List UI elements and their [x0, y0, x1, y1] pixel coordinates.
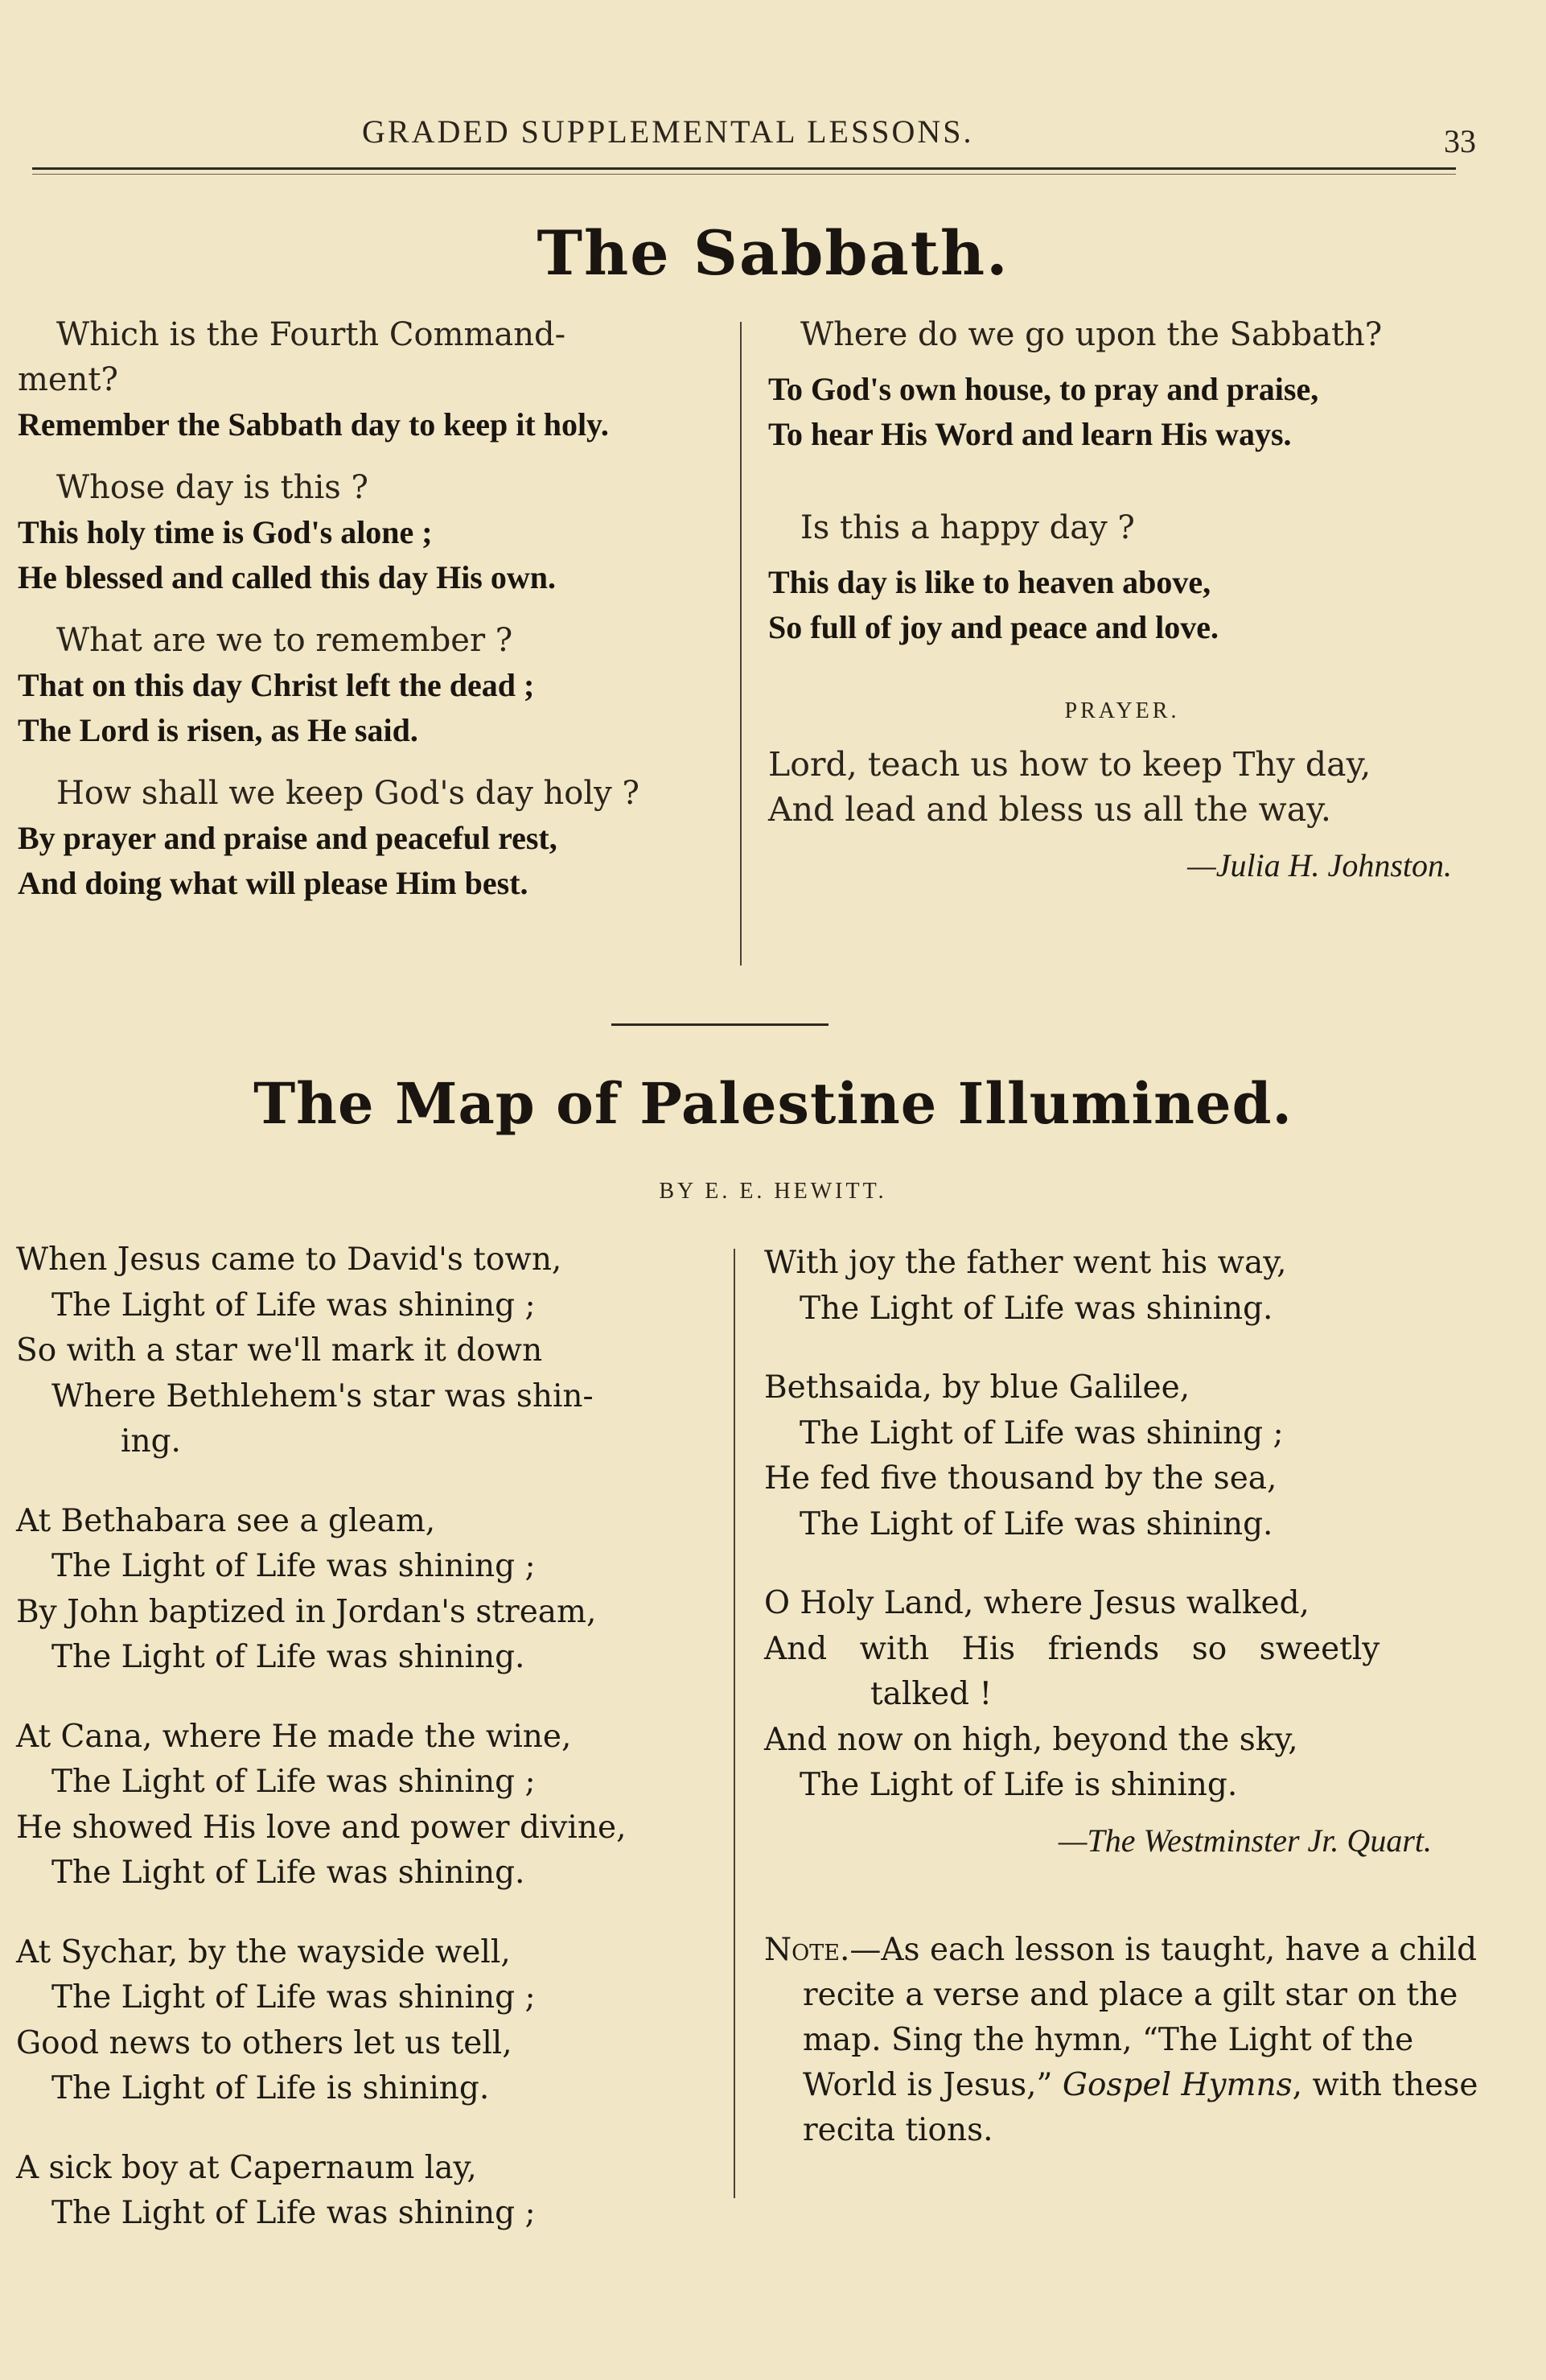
poem-line: Good news to others let us tell, — [16, 2024, 512, 2061]
poem-line: At Cana, where He made the wine, — [16, 1718, 572, 1755]
running-title: GRADED SUPPLEMENTAL LESSONS. — [362, 113, 974, 150]
prayer-line: Lord, teach us how to keep Thy day, — [768, 745, 1371, 784]
poem-line: The Light of Life was shining. — [800, 1505, 1273, 1542]
sabbath-right-column — [768, 312, 1476, 888]
poem-line: The Light of Life was shining ; — [51, 1764, 536, 1800]
question: What are we to remember ? — [56, 622, 513, 659]
column-divider — [740, 322, 742, 966]
byline: BY E. E. HEWITT. — [659, 1179, 887, 1204]
answer: He blessed and called this day His own. — [18, 559, 557, 595]
poem-line: ing. — [121, 1423, 181, 1460]
poem-line: The Light of Life was shining ; — [51, 1287, 536, 1324]
poem-line: Bethsaida, by blue Galilee, — [764, 1369, 1190, 1406]
answer: That on this day Christ left the dead ; — [18, 667, 535, 703]
sabbath-attribution: —Julia H. Johnston. — [1187, 847, 1452, 883]
map-title: The Map of Palestine Illumined. — [253, 1070, 1293, 1137]
question: Where do we go upon the Sabbath? — [800, 316, 1383, 353]
prayer-label: PRAYER. — [1064, 698, 1180, 723]
answer: So full of joy and peace and love. — [768, 609, 1219, 645]
poem-line: He fed five thousand by the sea, — [764, 1460, 1277, 1497]
poem-line: By John baptized in Jordan's stream, — [16, 1593, 597, 1630]
poem-line: O Holy Land, where Jesus walked, — [764, 1585, 1310, 1621]
answer: By prayer and praise and peaceful rest, — [18, 820, 557, 856]
question: How shall we keep God's day holy ? — [56, 775, 639, 812]
poem-left-column — [16, 1237, 724, 2237]
sabbath-left-column — [18, 312, 726, 906]
poem-line: The Light of Life was shining ; — [51, 1979, 536, 2016]
question-cont: ment? — [18, 361, 118, 398]
poem-line: The Light of Life was shining ; — [800, 1414, 1284, 1451]
poem-line: And now on high, beyond the sky, — [764, 1721, 1298, 1758]
prayer-line: And lead and bless us all the way. — [768, 790, 1331, 829]
poem-line: The Light of Life was shining. — [51, 1639, 525, 1675]
poem-right-column — [764, 1241, 1488, 2153]
poem-line: A sick boy at Capernaum lay, — [16, 2149, 477, 2186]
question: Whose day is this ? — [56, 469, 368, 506]
poem-line: At Bethabara see a gleam, — [16, 1502, 436, 1539]
header-rule-thin — [32, 174, 1456, 175]
map-attribution: —The Westminster Jr. Quart. — [1058, 1822, 1432, 1859]
answer: And doing what will please Him best. — [18, 865, 528, 901]
poem-line: With joy the father went his way, — [764, 1245, 1287, 1281]
answer: This holy time is God's alone ; — [18, 514, 433, 550]
poem-line: The Light of Life is shining. — [51, 2070, 490, 2106]
poem-line: When Jesus came to David's town, — [16, 1241, 562, 1278]
answer: The Lord is risen, as He said. — [18, 712, 418, 748]
poem-line: The Light of Life is shining. — [800, 1767, 1238, 1803]
poem-line: The Light of Life was shining. — [51, 1855, 525, 1891]
note-hymnal-title: Gospel Hymns — [1062, 2066, 1293, 2103]
poem-line: He showed His love and power divine, — [16, 1809, 627, 1846]
section-divider — [611, 1023, 829, 1026]
note-text: —As each lesson is taught, have a child recite a verse and place a gilt star on the map. Sing the hymn, “The Light of the World is Jesus,” — [803, 1931, 1478, 2103]
page-number: 33 — [1444, 123, 1476, 159]
poem-line: The Light of Life was shining. — [800, 1290, 1273, 1327]
poem-line: talked ! — [870, 1676, 993, 1712]
question: Which is the Fourth Command- — [56, 316, 566, 353]
question: Is this a happy day ? — [800, 509, 1135, 546]
poem-line: Where Bethlehem's star was shin- — [51, 1377, 594, 1414]
poem-line: The Light of Life was shining ; — [51, 2195, 536, 2231]
answer: This day is like to heaven above, — [768, 564, 1211, 600]
poem-line: So with a star we'll mark it down — [16, 1332, 543, 1369]
header-rule — [32, 167, 1456, 170]
poem-line: At Sychar, by the wayside well, — [16, 1933, 511, 1970]
note-text-end: , with these recita tions. — [803, 2066, 1478, 2148]
answer: To God's own house, to pray and praise, — [768, 371, 1319, 407]
poem-line: And with His friends so sweetly — [764, 1630, 1380, 1667]
column-divider — [734, 1249, 735, 2198]
answer: Remember the Sabbath day to keep it holy. — [18, 406, 609, 443]
running-head — [0, 113, 1546, 161]
note-paragraph — [764, 1928, 1478, 2153]
sabbath-title: The Sabbath. — [537, 217, 1009, 289]
poem-line: The Light of Life was shining ; — [51, 1548, 536, 1584]
note-head: Note. — [764, 1931, 850, 1968]
answer: To hear His Word and learn His ways. — [768, 416, 1292, 452]
